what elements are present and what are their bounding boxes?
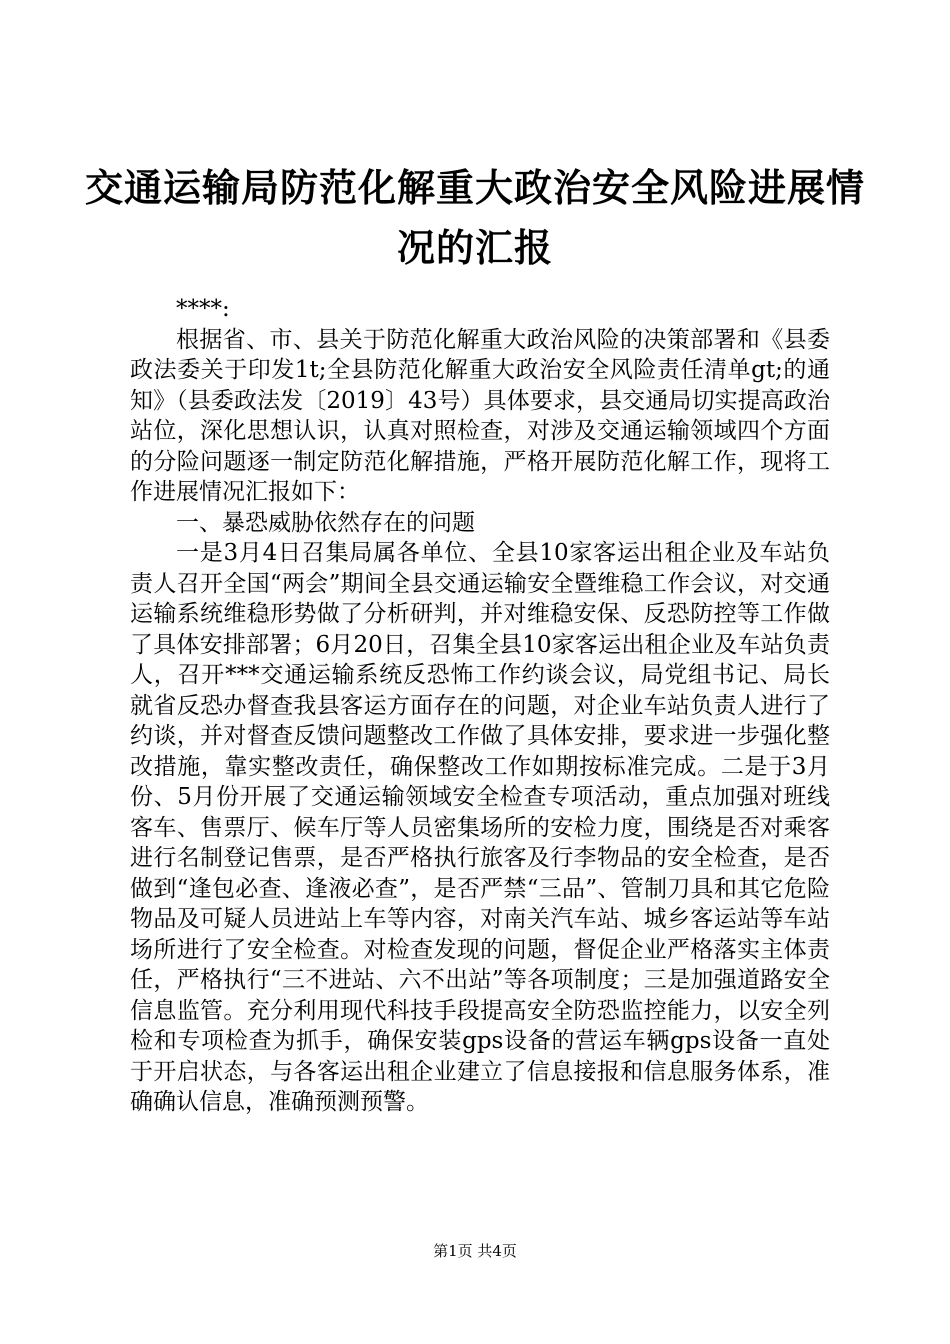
salutation: ****: <box>176 296 230 322</box>
title-line-2: 况的汇报 <box>396 225 553 270</box>
title-line-1: 交通运输局防范化解重大政治安全风险进展情 <box>84 165 865 210</box>
section-heading: 一、暴恐威胁依然存在的问题 <box>176 509 475 536</box>
paragraph-detail: 一是3月4日召集局属各单位、全县10家客运出租企业及车站负责人召开全国“两会”期间全县交通运输安全暨维稳工作会议，对交通运输系统维稳形势做了分析研判，并对维稳安保、反恐防控等工作做了具体安排部署；6月20日，召集全县10家客运出租企业及车站负责人，召开***交通运输系统反恐怖工作约谈会议，局党组书记、局长就省反恐办督查我县客运方面存在的问题，对企业车站负责人进行了约谈，并对督查反馈问题整改工作做了具体安排，要求进一步强化整改措施，靠实整改责任，确保整改工作如期按标准完成。二是于3月份、5月份开展了交通运输领域安全检查专项活动，重点加强对班线客车、售票厅、候车厅等人员密集场所的安检力度，围绕是否对乘客进行名制登记售票，是否严格执行旅客及行李物品的安全检查，是否做到“逢包必查、逢液必查”，是否严禁“三品”、管制刀具和其它危险物品及可疑人员进站上车等内容，对南关汽车站、城乡客运站等车站场所进行了安全检查。对检查发现的问题，督促企业严格落实主体责任，严格执行“三不进站、六不出站”等各项制度；三是加强道路安全信息监管。充分利用现代科技手段提高安全防恐监控能力，以安全列检和专项检查为抓手，确保安装gps设备的营运车辆gps设备一直处于开启状态，与各客运出租企业建立了信息接报和信息服务体系，准确确认信息，准确预测预警。 <box>130 540 830 1115</box>
document-title <box>0 158 950 278</box>
page-footer: 第1页 共4页 <box>433 1242 517 1260</box>
document-body <box>130 294 830 1118</box>
paragraph-intro: 根据省、市、县关于防范化解重大政治风险的决策部署和《县委政法委关于印发1t;全县防范化解重大政治安全风险责任清单gt;的通知》（县委政法发〔2019〕43号）具体要求，县交通局切实提高政治站位，深化思想认识，认真对照检查，对涉及交通运输领域四个方面的分险问题逐一制定防范化解措施，严格开展防范化解工作，现将工作进展情况汇报如下： <box>130 326 830 505</box>
